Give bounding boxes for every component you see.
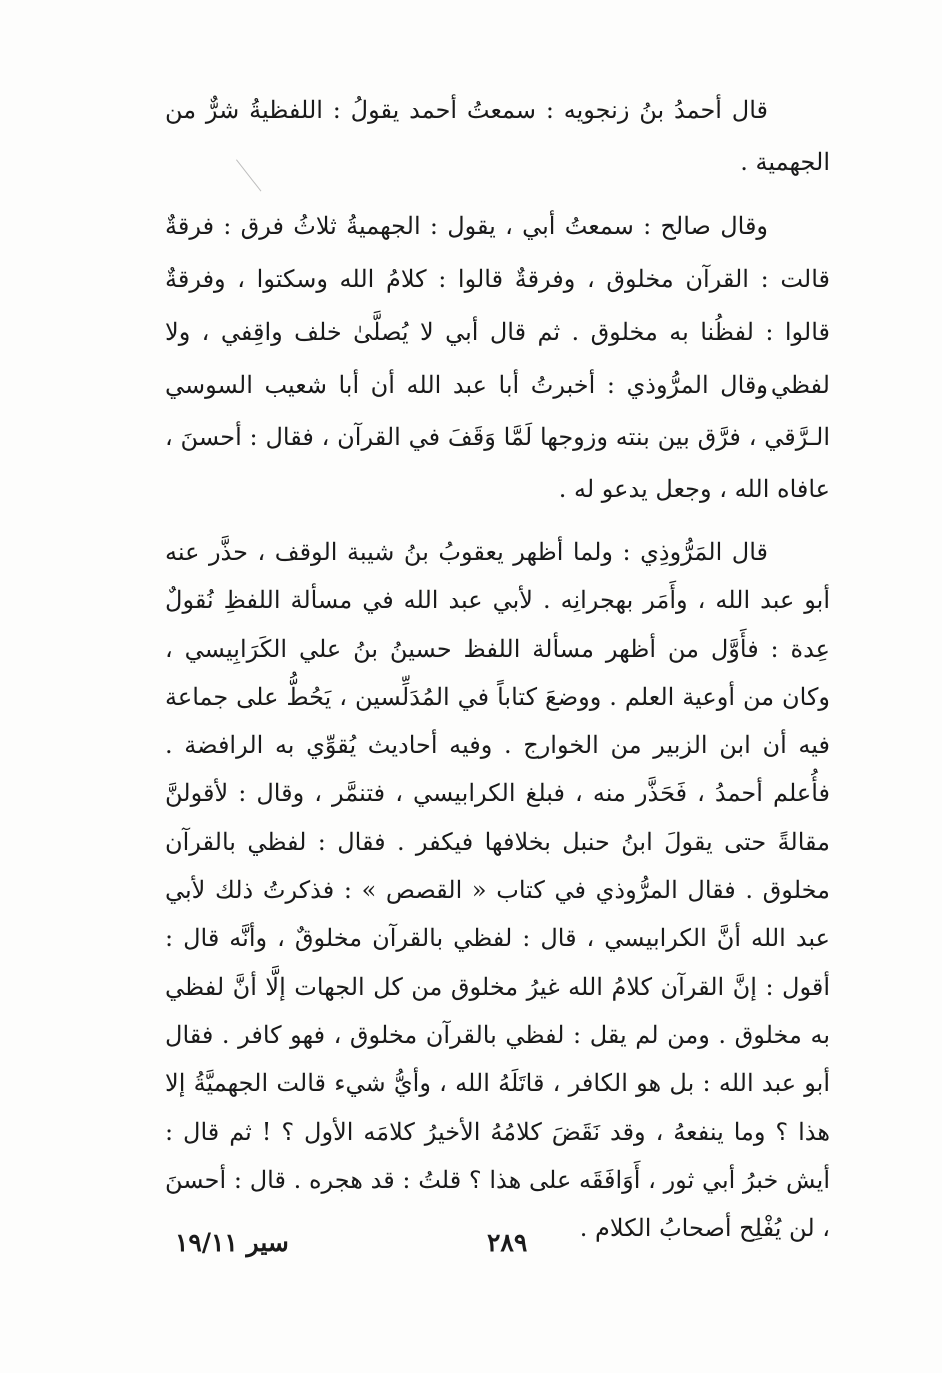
paragraph-3 [165,359,830,515]
paragraph-3-text: وقال المرُّوذي : أخبرتُ أبا عبد الله أن أبا شعيب السوسي الـرَّقي ، فرَّق بين بنته وزوجها لَمَّا وَقَفَ في القرآن ، فقال : أحسنَ ، عافاه الله ، وجعل يدعو له . [165,371,830,503]
paragraph-1-text: قال أحمدُ بنُ زنجويه : سمعتُ أحمد يقولُ : اللفظيةُ شرٌّ من الجهمية . [165,96,830,176]
signature-mark: سير ١٩/١١ [175,1228,289,1257]
paragraph-2-text: وقال صالح : سمعتُ أبي ، يقول : الجهميةُ ثلاثُ فرق : فرقةٌ قالت : القرآن مخلوق ، وفرقةٌ قالوا : كلامُ الله وسكتوا ، وفرقةٌ قالوا : لفظُنا به مخلوق . ثم قال أبي لا يُصلَّىٰ خلف واقِفي ، ولا لفظي . [165,212,830,399]
page-number: ٢٨٩ [487,1228,528,1257]
paragraph-4 [165,528,830,1252]
page-footer [165,1228,830,1268]
paragraph-1 [165,84,830,188]
paragraph-4-text: قال المَرُّوذِي : ولما أظهر يعقوبُ بنُ شيبة الوقف ، حذَّر عنه أبو عبد الله ، وأَمَر بهجرانِه . لأبي عبد الله في مسألة اللفظِ نُقولٌ عِدة : فأَوَّل من أظهر مسألة اللفظ حسينُ بنُ علي الكَرَابِيسي ، وكان من أوعية العلم . ووضعَ كتاباً في المُدَلِّسين ، يَحُطُّ على جماعة فيه أن ابن الزبير من الخوارج . وفيه أحاديث يُقوِّي به الرافضة . فأُعلم أحمدُ ، فَحَذَّر منه ، فبلغ الكرابيسي ، فتنمَّر ، وقال : لأقولنَّ مقالةً حتى يقولَ ابنُ حنبل بخلافها فيكفر . فقال : لفظي بالقرآن مخلوق . فقال المرُّوذي في كتاب « القصص » : فذكرتُ ذلك لأبي عبد الله أنَّ الكرابيسي ، قال : لفظي بالقرآن مخلوقٌ ، وأنَّه قال : أقول : إنَّ القرآن كلامُ الله غيرُ مخلوق من كل الجهات إلَّا أنَّ لفظي به مخلوق . ومن لم يقل : لفظي بالقرآن مخلوق ، فهو كافر . فقال أبو عبد الله : بل هو الكافر ، قاتَلَهُ الله ، وأيُّ شيء قالت الجهميَّةُ إلا هذا ؟ وما ينفعهُ ، وقد نَقَضَ كلامُهُ الأخيرُ كلامَه الأول ؟ ! ثم قال : أيش خبرُ أبي ثور ، أَوَافَقَه على هذا ؟ قلتُ : قد هجره . قال : أحسنَ ، لن يُفْلِح أصحابُ الكلام . [165,538,831,1243]
